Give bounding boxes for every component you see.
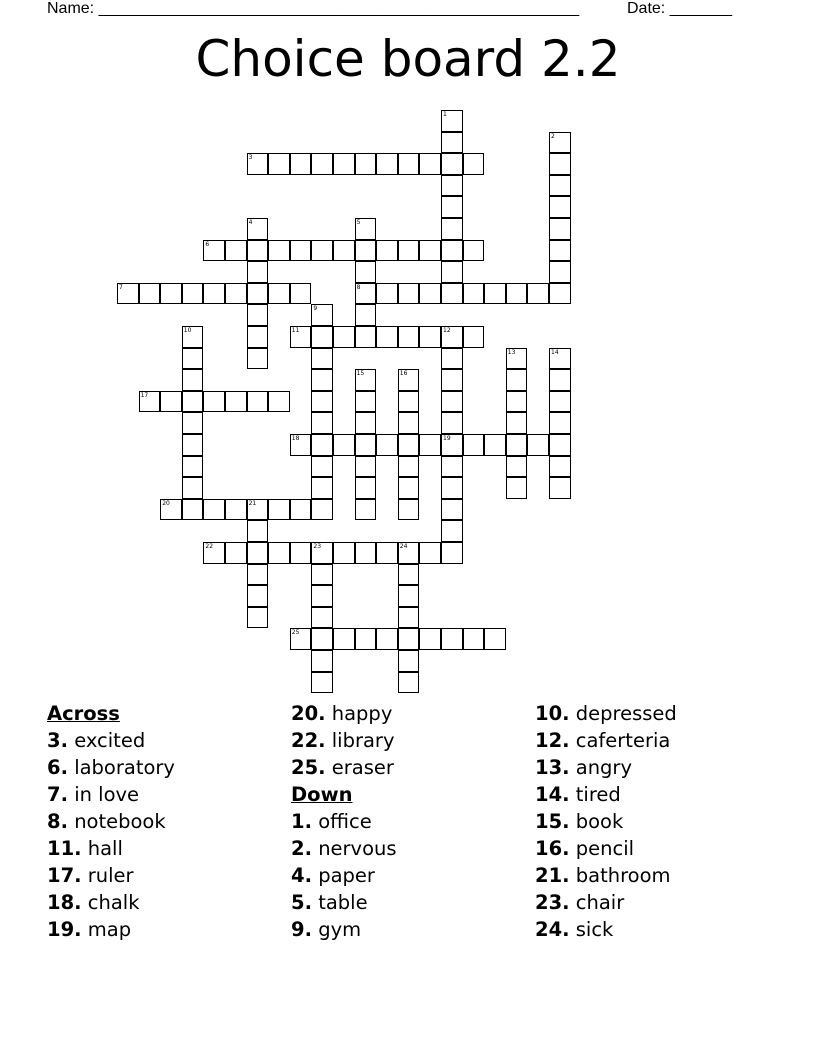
cell-number: 6	[205, 240, 210, 248]
grid-cell[interactable]	[419, 153, 441, 175]
clues-column-3	[535, 700, 677, 943]
grid-cell[interactable]	[484, 628, 506, 650]
cell-number: 20	[162, 499, 170, 507]
grid-cell[interactable]	[441, 434, 463, 456]
clue-down-13: 13. angry	[535, 756, 632, 779]
clue-down-21: 21. bathroom	[535, 864, 671, 887]
cell-number: 14	[551, 348, 559, 356]
grid-cell[interactable]	[247, 218, 269, 240]
clue-down-9: 9. gym	[291, 918, 362, 941]
clue-across-11: 11. hall	[47, 837, 123, 860]
grid-cell[interactable]	[398, 391, 420, 413]
grid-cell[interactable]	[441, 283, 463, 305]
grid-cell[interactable]	[311, 607, 333, 629]
grid-cell[interactable]	[225, 283, 247, 305]
grid-cell[interactable]	[549, 283, 571, 305]
down-heading: Down	[291, 783, 353, 806]
clue-across-22: 22. library	[291, 729, 395, 752]
grid-cell[interactable]	[398, 628, 420, 650]
cell-number: 18	[291, 435, 300, 442]
grid-cell[interactable]	[441, 348, 463, 370]
grid-cell[interactable]	[376, 434, 398, 456]
grid-cell[interactable]	[225, 240, 247, 262]
name-field-label: Name: ______________________________________________________	[47, 0, 580, 17]
grid-cell[interactable]	[441, 153, 463, 175]
cell-number: 24	[399, 543, 408, 550]
grid-cell[interactable]	[398, 369, 420, 391]
grid-cell[interactable]	[506, 348, 528, 370]
cell-number: 17	[140, 391, 149, 399]
grid-cell[interactable]	[441, 520, 463, 542]
cell-number: 10	[183, 327, 192, 334]
grid-cell[interactable]	[247, 391, 269, 413]
grid-cell[interactable]	[398, 564, 420, 586]
grid-cell[interactable]	[182, 326, 204, 348]
grid-cell[interactable]	[355, 283, 377, 305]
grid-cell[interactable]	[355, 391, 377, 413]
clue-across-3: 3. excited	[47, 729, 146, 752]
grid-cell[interactable]	[311, 650, 333, 672]
grid-cell[interactable]	[419, 326, 441, 348]
grid-cell[interactable]	[441, 499, 463, 521]
cell-number: 8	[356, 283, 361, 291]
grid-cell[interactable]	[376, 153, 398, 175]
grid-cell[interactable]	[333, 240, 355, 262]
grid-cell[interactable]	[441, 391, 463, 413]
clues-column-2	[291, 700, 397, 943]
grid-cell[interactable]	[247, 240, 269, 262]
grid-cell[interactable]	[225, 391, 247, 413]
grid-cell[interactable]	[311, 369, 333, 391]
cell-number: 21	[248, 499, 257, 507]
grid-cell[interactable]	[398, 585, 420, 607]
grid-cell[interactable]	[290, 240, 312, 262]
grid-cell[interactable]	[463, 434, 485, 456]
grid-cell[interactable]	[419, 240, 441, 262]
grid-cell[interactable]	[290, 434, 312, 456]
cell-number: 16	[399, 370, 408, 378]
grid-cell[interactable]	[355, 499, 377, 521]
cell-number: 23	[313, 543, 322, 550]
grid-cell[interactable]	[441, 110, 463, 132]
grid-cell[interactable]	[398, 412, 420, 434]
grid-cell[interactable]	[311, 153, 333, 175]
grid-cell[interactable]	[376, 283, 398, 305]
grid-cell[interactable]	[527, 434, 549, 456]
grid-cell[interactable]	[549, 218, 571, 240]
grid-cell[interactable]	[355, 456, 377, 478]
grid-cell[interactable]	[290, 499, 312, 521]
grid-cell[interactable]	[549, 132, 571, 154]
clue-across-20: 20. happy	[291, 702, 393, 725]
grid-cell[interactable]	[182, 391, 204, 413]
grid-cell[interactable]	[311, 564, 333, 586]
grid-cell[interactable]	[247, 304, 269, 326]
grid-cell[interactable]	[247, 283, 269, 305]
clue-down-24: 24. sick	[535, 918, 614, 941]
grid-cell[interactable]	[484, 434, 506, 456]
cell-number: 5	[356, 219, 361, 226]
grid-cell[interactable]	[182, 477, 204, 499]
page-title: Choice board 2.2	[195, 30, 621, 88]
grid-cell[interactable]	[441, 477, 463, 499]
cell-number: 4	[248, 219, 253, 226]
grid-cell[interactable]	[311, 585, 333, 607]
grid-cell[interactable]	[398, 672, 420, 694]
grid-cell[interactable]	[247, 261, 269, 283]
clue-down-14: 14. tired	[535, 783, 621, 806]
grid-cell[interactable]	[203, 240, 225, 262]
cell-number: 3	[248, 154, 253, 162]
grid-cell[interactable]	[398, 607, 420, 629]
cell-number: 22	[205, 543, 214, 550]
grid-cell[interactable]	[441, 456, 463, 478]
grid-cell[interactable]	[247, 520, 269, 542]
grid-cell[interactable]	[160, 499, 182, 521]
grid-cell[interactable]	[398, 240, 420, 262]
grid-cell[interactable]	[506, 412, 528, 434]
grid-cell[interactable]	[398, 283, 420, 305]
grid-cell[interactable]	[506, 369, 528, 391]
grid-cell[interactable]	[441, 175, 463, 197]
grid-cell[interactable]	[506, 456, 528, 478]
clue-down-23: 23. chair	[535, 891, 625, 914]
grid-cell[interactable]	[182, 283, 204, 305]
grid-cell[interactable]	[225, 542, 247, 564]
grid-cell[interactable]	[549, 153, 571, 175]
grid-cell[interactable]	[419, 542, 441, 564]
grid-cell[interactable]	[376, 326, 398, 348]
grid-cell[interactable]	[311, 456, 333, 478]
grid-cell[interactable]	[311, 477, 333, 499]
grid-cell[interactable]	[506, 283, 528, 305]
grid-cell[interactable]	[311, 628, 333, 650]
grid-cell[interactable]	[506, 434, 528, 456]
clue-across-17: 17. ruler	[47, 864, 134, 887]
grid-cell[interactable]	[247, 153, 269, 175]
grid-cell[interactable]	[463, 628, 485, 650]
grid-cell[interactable]	[549, 369, 571, 391]
clue-across-25: 25. eraser	[291, 756, 394, 779]
grid-cell[interactable]	[290, 542, 312, 564]
grid-cell[interactable]	[247, 607, 269, 629]
grid-cell[interactable]	[268, 391, 290, 413]
grid-cell[interactable]	[398, 650, 420, 672]
grid-cell[interactable]	[549, 477, 571, 499]
grid-cell[interactable]	[549, 175, 571, 197]
grid-cell[interactable]	[355, 412, 377, 434]
grid-cell[interactable]	[311, 326, 333, 348]
grid-cell[interactable]	[247, 564, 269, 586]
grid-cell[interactable]	[311, 499, 333, 521]
grid-cell[interactable]	[441, 628, 463, 650]
clue-down-4: 4. paper	[291, 864, 375, 887]
clue-down-12: 12. caferteria	[535, 729, 671, 752]
date-field-label: Date: _______	[627, 0, 732, 17]
grid-cell[interactable]	[268, 542, 290, 564]
grid-cell[interactable]	[247, 326, 269, 348]
grid-cell[interactable]	[441, 240, 463, 262]
grid-cell[interactable]	[355, 326, 377, 348]
cell-number: 7	[119, 283, 123, 291]
grid-cell[interactable]	[398, 456, 420, 478]
grid-cell[interactable]	[549, 261, 571, 283]
grid-cell[interactable]	[311, 240, 333, 262]
cell-number: 25	[291, 629, 300, 637]
grid-cell[interactable]	[463, 240, 485, 262]
clue-across-6: 6. laboratory	[47, 756, 175, 779]
grid-cell[interactable]	[247, 499, 269, 521]
grid-cell[interactable]	[441, 326, 463, 348]
grid-cell[interactable]	[441, 369, 463, 391]
grid-cell[interactable]	[247, 585, 269, 607]
grid-cell[interactable]	[398, 434, 420, 456]
cell-number: 12	[443, 327, 451, 334]
grid-cell[interactable]	[311, 348, 333, 370]
grid-cell[interactable]	[247, 348, 269, 370]
grid-cell[interactable]	[441, 412, 463, 434]
grid-cell[interactable]	[203, 283, 225, 305]
clue-down-16: 16. pencil	[535, 837, 635, 860]
grid-cell[interactable]	[268, 499, 290, 521]
grid-cell[interactable]	[376, 240, 398, 262]
grid-cell[interactable]	[311, 672, 333, 694]
clue-down-1: 1. office	[291, 810, 372, 833]
grid-cell[interactable]	[355, 261, 377, 283]
grid-cell[interactable]	[441, 542, 463, 564]
grid-cell[interactable]	[549, 391, 571, 413]
clue-across-8: 8. notebook	[47, 810, 166, 833]
clue-down-2: 2. nervous	[291, 837, 397, 860]
grid-cell[interactable]	[419, 283, 441, 305]
grid-cell[interactable]	[398, 326, 420, 348]
grid-cell[interactable]	[463, 283, 485, 305]
grid-cell[interactable]	[484, 283, 506, 305]
grid-cell[interactable]	[376, 628, 398, 650]
across-heading: Across	[47, 702, 120, 725]
grid-cell[interactable]	[398, 499, 420, 521]
grid-cell[interactable]	[182, 434, 204, 456]
grid-cell[interactable]	[182, 348, 204, 370]
cell-number: 13	[507, 348, 516, 356]
grid-cell[interactable]	[398, 542, 420, 564]
cell-number: 15	[356, 370, 365, 378]
grid-cell[interactable]	[311, 391, 333, 413]
grid-cell[interactable]	[311, 412, 333, 434]
clues-column-1	[47, 700, 175, 943]
grid-cell[interactable]	[333, 542, 355, 564]
grid-cell[interactable]	[268, 240, 290, 262]
grid-cell[interactable]	[549, 412, 571, 434]
clue-across-19: 19. map	[47, 918, 132, 941]
grid-cell[interactable]	[139, 283, 161, 305]
grid-cell[interactable]	[311, 434, 333, 456]
grid-cell[interactable]	[463, 326, 485, 348]
grid-cell[interactable]	[549, 240, 571, 262]
clue-across-7: 7. in love	[47, 783, 140, 806]
grid-cell[interactable]	[182, 369, 204, 391]
clue-across-18: 18. chalk	[47, 891, 140, 914]
cell-number: 2	[551, 132, 555, 140]
grid-cell[interactable]	[398, 153, 420, 175]
grid-cell[interactable]	[225, 499, 247, 521]
grid-cell[interactable]	[333, 628, 355, 650]
clue-down-5: 5. table	[291, 891, 368, 914]
grid-cell[interactable]	[355, 477, 377, 499]
clue-down-15: 15. book	[535, 810, 624, 833]
grid-cell[interactable]	[290, 326, 312, 348]
clue-down-10: 10. depressed	[535, 702, 677, 725]
grid-cell[interactable]	[203, 499, 225, 521]
grid-cell[interactable]	[355, 628, 377, 650]
grid-cell[interactable]	[182, 412, 204, 434]
grid-cell[interactable]	[139, 391, 161, 413]
grid-cell[interactable]	[441, 261, 463, 283]
grid-cell[interactable]	[376, 542, 398, 564]
cell-number: 11	[291, 327, 300, 334]
grid-cell[interactable]	[419, 434, 441, 456]
grid-cell[interactable]	[441, 132, 463, 154]
grid-cell[interactable]	[549, 456, 571, 478]
cell-number: 9	[313, 305, 318, 313]
grid-cell[interactable]	[160, 283, 182, 305]
grid-cell[interactable]	[333, 434, 355, 456]
grid-cell[interactable]	[290, 628, 312, 650]
grid-cell[interactable]	[355, 434, 377, 456]
grid-cell[interactable]	[355, 542, 377, 564]
grid-cell[interactable]	[527, 283, 549, 305]
grid-cell[interactable]	[311, 542, 333, 564]
cell-number: 19	[443, 435, 451, 442]
grid-cell[interactable]	[355, 304, 377, 326]
cell-number: 1	[443, 111, 447, 118]
grid-cell[interactable]	[290, 153, 312, 175]
grid-cell[interactable]	[355, 369, 377, 391]
grid-cell[interactable]	[333, 153, 355, 175]
grid-cell[interactable]	[549, 196, 571, 218]
grid-cell[interactable]	[506, 391, 528, 413]
grid-cell[interactable]	[333, 326, 355, 348]
grid-cell[interactable]	[441, 196, 463, 218]
grid-cell[interactable]	[117, 283, 139, 305]
grid-cell[interactable]	[247, 542, 269, 564]
grid-cell[interactable]	[355, 218, 377, 240]
grid-cell[interactable]	[355, 240, 377, 262]
grid-cell[interactable]	[182, 499, 204, 521]
grid-cell[interactable]	[203, 391, 225, 413]
grid-cell[interactable]	[160, 391, 182, 413]
grid-cell[interactable]	[549, 348, 571, 370]
grid-cell[interactable]	[203, 542, 225, 564]
grid-cell[interactable]	[463, 153, 485, 175]
grid-cell[interactable]	[268, 153, 290, 175]
grid-cell[interactable]	[182, 456, 204, 478]
grid-cell[interactable]	[506, 477, 528, 499]
grid-cell[interactable]	[355, 153, 377, 175]
grid-cell[interactable]	[398, 477, 420, 499]
grid-cell[interactable]	[441, 218, 463, 240]
grid-cell[interactable]	[290, 283, 312, 305]
grid-cell[interactable]	[419, 628, 441, 650]
grid-cell[interactable]	[311, 304, 333, 326]
grid-cell[interactable]	[268, 283, 290, 305]
grid-cell[interactable]	[549, 434, 571, 456]
